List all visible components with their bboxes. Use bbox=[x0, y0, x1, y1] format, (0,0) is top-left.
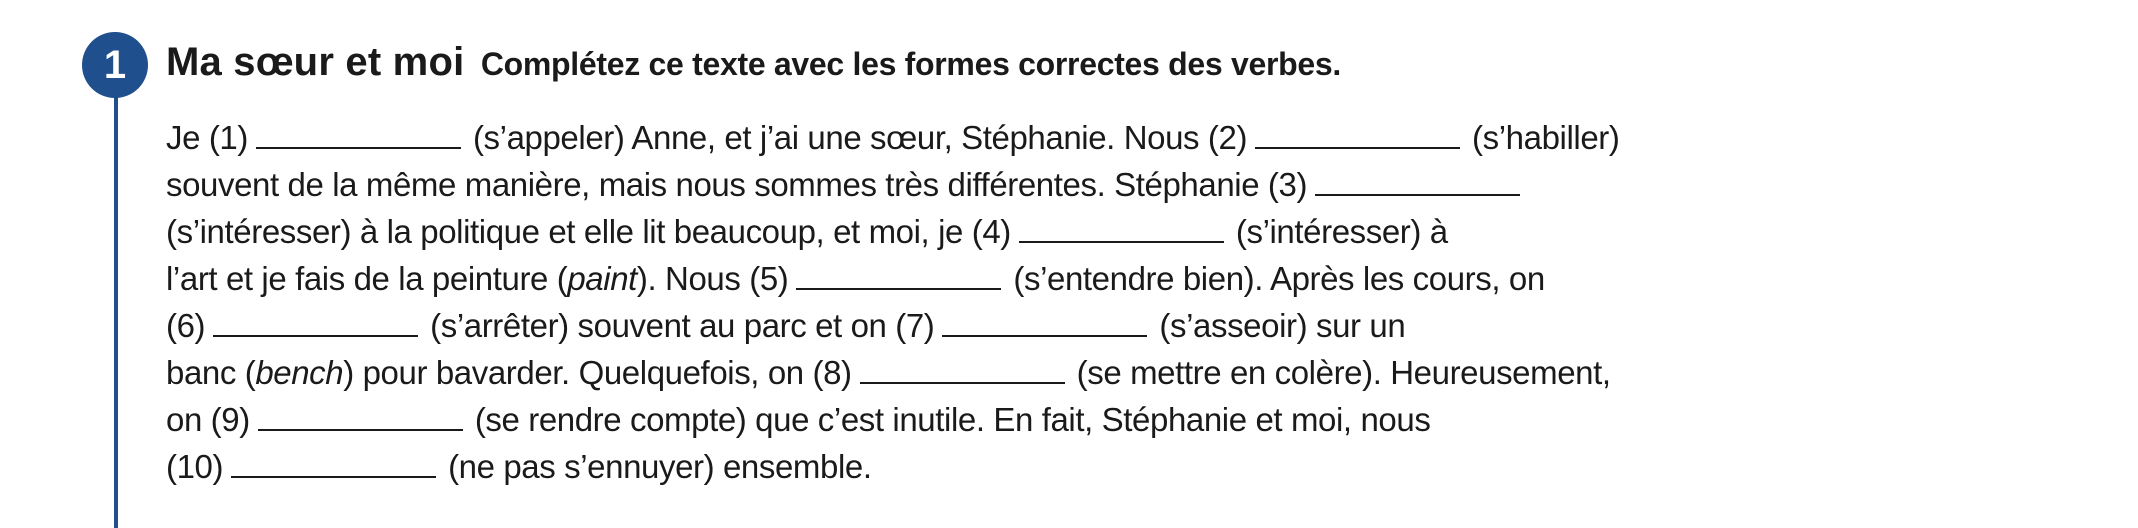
blank-1[interactable] bbox=[256, 123, 461, 149]
text-segment: (s’intéresser) à bbox=[1235, 213, 1448, 250]
text-segment: on (9) bbox=[166, 401, 250, 438]
exercise-header bbox=[166, 40, 1341, 85]
text-segment: (s’intéresser) à la politique et elle lit beaucoup, et moi, je (4) bbox=[166, 213, 1011, 250]
text-segment: banc ( bbox=[166, 354, 256, 391]
exercise-title: Ma sœur et moi bbox=[166, 40, 465, 84]
text-line-7 bbox=[166, 396, 1766, 443]
text-segment: (ne pas s’ennuyer) ensemble. bbox=[448, 448, 872, 485]
text-line-3 bbox=[166, 208, 1766, 255]
blank-6[interactable] bbox=[213, 311, 418, 337]
blank-4[interactable] bbox=[1019, 217, 1224, 243]
text-segment: souvent de la même manière, mais nous sommes très différentes. Stéphanie (3) bbox=[166, 166, 1308, 203]
exercise-left-rule bbox=[114, 68, 118, 528]
text-segment: (10) bbox=[166, 448, 224, 485]
text-line-5 bbox=[166, 302, 1766, 349]
text-segment: (se mettre en colère). Heureusement, bbox=[1076, 354, 1611, 391]
text-line-6 bbox=[166, 349, 1766, 396]
exercise-number-badge: 1 bbox=[82, 32, 148, 98]
text-segment: (6) bbox=[166, 307, 206, 344]
blank-2[interactable] bbox=[1255, 123, 1460, 149]
text-segment: l’art et je fais de la peinture ( bbox=[166, 260, 568, 297]
text-gloss: bench bbox=[255, 354, 344, 391]
blank-9[interactable] bbox=[258, 405, 463, 431]
blank-5[interactable] bbox=[796, 264, 1001, 290]
text-line-4 bbox=[166, 255, 1766, 302]
exercise-instruction: Complétez ce texte avec les formes correctes des verbes. bbox=[480, 46, 1341, 82]
text-line-8 bbox=[166, 443, 1766, 490]
text-segment: (s’habiller) bbox=[1472, 119, 1620, 156]
text-segment: (s’asseoir) sur un bbox=[1159, 307, 1406, 344]
text-segment: Je (1) bbox=[166, 119, 248, 156]
text-gloss: paint bbox=[567, 260, 637, 297]
text-segment: (se rendre compte) que c’est inutile. En fait, Stéphanie et moi, nous bbox=[474, 401, 1431, 438]
text-segment: (s’appeler) Anne, et j’ai une sœur, Stéphanie. Nous (2) bbox=[472, 119, 1248, 156]
blank-7[interactable] bbox=[942, 311, 1147, 337]
text-segment: ) pour bavarder. Quelquefois, on (8) bbox=[343, 354, 852, 391]
text-segment: ). Nous (5) bbox=[636, 260, 789, 297]
text-segment: (s’entendre bien). Après les cours, on bbox=[1013, 260, 1545, 297]
text-line-1 bbox=[166, 114, 1766, 161]
exercise-text bbox=[166, 114, 1766, 490]
blank-8[interactable] bbox=[860, 358, 1065, 384]
text-line-2 bbox=[166, 161, 1766, 208]
text-segment: (s’arrêter) souvent au parc et on (7) bbox=[430, 307, 935, 344]
blank-10[interactable] bbox=[231, 452, 436, 478]
blank-3[interactable] bbox=[1315, 170, 1520, 196]
